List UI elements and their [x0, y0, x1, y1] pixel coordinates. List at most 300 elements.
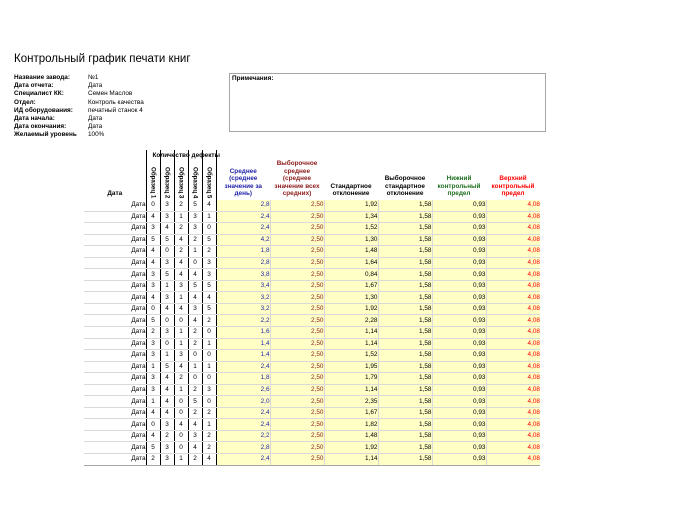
sample-std-cell[interactable]: 1,58	[378, 350, 432, 362]
lcl-cell[interactable]: 0,93	[432, 223, 486, 235]
sample-std-cell[interactable]: 1,58	[378, 384, 432, 396]
grand-mean-cell[interactable]: 2,50	[270, 338, 324, 350]
ucl-cell[interactable]: 4,08	[486, 223, 540, 235]
sample-std-cell[interactable]: 1,58	[378, 454, 432, 466]
sample-value-cell[interactable]: 2	[202, 430, 216, 442]
sample-value-cell[interactable]: 1	[188, 361, 202, 373]
sample-value-cell[interactable]: 0	[188, 350, 202, 362]
lcl-cell[interactable]: 0,93	[432, 246, 486, 258]
table-row	[84, 396, 540, 408]
lcl-cell[interactable]: 0,93	[432, 407, 486, 419]
sample-value-cell[interactable]: 4	[160, 407, 174, 419]
mean-cell[interactable]: 3,4	[216, 280, 270, 292]
sample-std-cell[interactable]: 1,58	[378, 234, 432, 246]
sample-value-cell[interactable]: 0	[174, 407, 188, 419]
ucl-cell[interactable]: 4,08	[486, 257, 540, 269]
sample-value-cell[interactable]: 4	[146, 292, 160, 304]
sample-value-cell[interactable]: 4	[146, 407, 160, 419]
lcl-cell[interactable]: 0,93	[432, 315, 486, 327]
std-cell[interactable]: 1,14	[324, 384, 378, 396]
mean-cell[interactable]: 2,8	[216, 257, 270, 269]
sample-value-cell[interactable]: 0	[160, 315, 174, 327]
std-cell[interactable]: 1,48	[324, 430, 378, 442]
lcl-cell[interactable]: 0,93	[432, 396, 486, 408]
std-cell[interactable]: 0,84	[324, 269, 378, 281]
std-cell[interactable]: 1,95	[324, 361, 378, 373]
sample-value-cell[interactable]: 1	[160, 280, 174, 292]
sample-std-cell[interactable]: 1,58	[378, 292, 432, 304]
mean-cell[interactable]: 2,6	[216, 384, 270, 396]
mean-cell[interactable]: 3,8	[216, 269, 270, 281]
sample-value-cell[interactable]: 4	[146, 211, 160, 223]
info-value[interactable]: №1	[88, 74, 99, 81]
sample-value-cell[interactable]: 4	[174, 257, 188, 269]
sample-std-cell[interactable]: 1,58	[378, 361, 432, 373]
lcl-cell[interactable]: 0,93	[432, 280, 486, 292]
std-cell[interactable]: 1,92	[324, 303, 378, 315]
sample-value-cell[interactable]: 3	[188, 303, 202, 315]
lcl-cell[interactable]: 0,93	[432, 292, 486, 304]
sample-std-cell[interactable]: 1,58	[378, 442, 432, 454]
date-cell[interactable]: Дата	[84, 350, 146, 362]
ucl-cell[interactable]: 4,08	[486, 373, 540, 385]
sample-value-cell[interactable]: 3	[160, 419, 174, 431]
sample-value-cell[interactable]: 2	[174, 373, 188, 385]
sample-std-cell[interactable]: 1,58	[378, 327, 432, 339]
grand-mean-cell[interactable]: 2,50	[270, 419, 324, 431]
lcl-cell[interactable]: 0,93	[432, 211, 486, 223]
std-cell[interactable]: 1,79	[324, 373, 378, 385]
sample-std-cell[interactable]: 1,58	[378, 315, 432, 327]
ucl-cell[interactable]: 4,08	[486, 442, 540, 454]
table-row	[84, 246, 540, 258]
sample-std-cell[interactable]: 1,58	[378, 269, 432, 281]
grand-mean-cell[interactable]: 2,50	[270, 396, 324, 408]
grand-mean-cell[interactable]: 2,50	[270, 350, 324, 362]
sample-std-cell[interactable]: 1,58	[378, 246, 432, 258]
sample-value-cell[interactable]: 4	[146, 257, 160, 269]
sample-value-cell[interactable]: 5	[160, 269, 174, 281]
date-cell[interactable]: Дата	[84, 257, 146, 269]
grand-mean-cell[interactable]: 2,50	[270, 246, 324, 258]
table-row	[84, 280, 540, 292]
lcl-cell[interactable]: 0,93	[432, 384, 486, 396]
std-cell[interactable]: 1,67	[324, 407, 378, 419]
lcl-cell[interactable]: 0,93	[432, 430, 486, 442]
sample-value-cell[interactable]: 2	[188, 454, 202, 466]
grand-mean-cell[interactable]: 2,50	[270, 373, 324, 385]
sample-value-cell[interactable]: 3	[202, 269, 216, 281]
sample-value-cell[interactable]: 2	[146, 327, 160, 339]
sample-value-cell[interactable]: 3	[174, 350, 188, 362]
sample-value-cell[interactable]: 4	[188, 419, 202, 431]
header-grand-mean: Выборочное среднее (среднее значение всех средних)	[274, 160, 320, 198]
sample-value-cell[interactable]: 3	[146, 269, 160, 281]
mean-cell[interactable]: 2,4	[216, 454, 270, 466]
grand-mean-cell[interactable]: 2,50	[270, 384, 324, 396]
date-cell[interactable]: Дата	[84, 384, 146, 396]
date-cell[interactable]: Дата	[84, 292, 146, 304]
lcl-cell[interactable]: 0,93	[432, 442, 486, 454]
sample-value-cell[interactable]: 2	[146, 454, 160, 466]
date-cell[interactable]: Дата	[84, 315, 146, 327]
date-cell[interactable]: Дата	[84, 200, 146, 211]
sample-value-cell[interactable]: 0	[202, 373, 216, 385]
sample-std-cell[interactable]: 1,58	[378, 396, 432, 408]
lcl-cell[interactable]: 0,93	[432, 303, 486, 315]
date-cell[interactable]: Дата	[84, 373, 146, 385]
sample-std-cell[interactable]: 1,58	[378, 338, 432, 350]
info-label: Специалист КК:	[14, 90, 64, 98]
header-std: Стандартное отклонение	[330, 182, 372, 198]
table-row	[84, 223, 540, 235]
sample-value-cell[interactable]: 2	[202, 315, 216, 327]
sample-value-cell[interactable]: 2	[188, 407, 202, 419]
sample-std-cell[interactable]: 1,58	[378, 303, 432, 315]
mean-cell[interactable]: 4,2	[216, 234, 270, 246]
info-label: Отдел:	[14, 98, 36, 106]
ucl-cell[interactable]: 4,08	[486, 396, 540, 408]
sample-value-cell[interactable]: 0	[174, 442, 188, 454]
sample-value-cell[interactable]: 3	[160, 454, 174, 466]
date-cell[interactable]: Дата	[84, 407, 146, 419]
sample-value-cell[interactable]: 2	[174, 246, 188, 258]
sample-std-cell[interactable]: 1,58	[378, 407, 432, 419]
ucl-cell[interactable]: 4,08	[486, 234, 540, 246]
sample-value-cell[interactable]: 4	[174, 234, 188, 246]
sample-value-cell[interactable]: 4	[188, 269, 202, 281]
std-cell[interactable]: 1,30	[324, 292, 378, 304]
sample-value-cell[interactable]: 0	[160, 338, 174, 350]
date-cell[interactable]: Дата	[84, 419, 146, 431]
sample-value-cell[interactable]: 1	[174, 292, 188, 304]
grand-mean-cell[interactable]: 2,50	[270, 280, 324, 292]
info-value[interactable]: Дата	[88, 114, 103, 122]
sample-std-cell[interactable]: 1,58	[378, 223, 432, 235]
mean-cell[interactable]: 1,4	[216, 350, 270, 362]
info-value[interactable]: Дата	[88, 82, 103, 90]
sample-value-cell[interactable]: 4	[188, 292, 202, 304]
mean-cell[interactable]: 2,2	[216, 315, 270, 327]
ucl-cell[interactable]: 4,08	[486, 384, 540, 396]
mean-cell[interactable]: 1,4	[216, 338, 270, 350]
table-row	[84, 211, 540, 223]
std-cell[interactable]: 1,67	[324, 280, 378, 292]
mean-cell[interactable]: 2,4	[216, 361, 270, 373]
sample-value-cell[interactable]: 0	[146, 419, 160, 431]
sample-value-cell[interactable]: 4	[160, 303, 174, 315]
grand-mean-cell[interactable]: 2,50	[270, 200, 324, 211]
sample-value-cell[interactable]: 5	[188, 200, 202, 211]
sample-value-cell[interactable]: 3	[146, 350, 160, 362]
ucl-cell[interactable]: 4,08	[486, 407, 540, 419]
sample-value-cell[interactable]: 4	[188, 315, 202, 327]
lcl-cell[interactable]: 0,93	[432, 361, 486, 373]
sample-value-cell[interactable]: 4	[160, 384, 174, 396]
sample-value-cell[interactable]: 1	[174, 338, 188, 350]
sample-value-cell[interactable]: 0	[188, 257, 202, 269]
mean-cell[interactable]: 2,0	[216, 396, 270, 408]
lcl-cell[interactable]: 0,93	[432, 257, 486, 269]
mean-cell[interactable]: 2,4	[216, 211, 270, 223]
info-label: Название завода:	[14, 74, 70, 81]
lcl-cell[interactable]: 0,93	[432, 350, 486, 362]
sample-value-cell[interactable]: 1	[146, 361, 160, 373]
sample-value-cell[interactable]: 4	[202, 292, 216, 304]
sample-value-cell[interactable]: 4	[202, 200, 216, 211]
sample-value-cell[interactable]: 4	[202, 454, 216, 466]
sample-value-cell[interactable]: 4	[160, 223, 174, 235]
sample-value-cell[interactable]: 3	[160, 257, 174, 269]
grand-mean-cell[interactable]: 2,50	[270, 407, 324, 419]
ucl-cell[interactable]: 4,08	[486, 419, 540, 431]
sample-value-cell[interactable]: 3	[160, 211, 174, 223]
sample-value-cell[interactable]: 1	[174, 327, 188, 339]
sample-value-cell[interactable]: 0	[188, 373, 202, 385]
sample-value-cell[interactable]: 1	[202, 361, 216, 373]
lcl-cell[interactable]: 0,93	[432, 419, 486, 431]
ucl-cell[interactable]: 4,08	[486, 338, 540, 350]
lcl-cell[interactable]: 0,93	[432, 200, 486, 211]
sample-value-cell[interactable]: 3	[160, 292, 174, 304]
date-cell[interactable]: Дата	[84, 234, 146, 246]
date-cell[interactable]: Дата	[84, 303, 146, 315]
sample-value-cell[interactable]: 3	[188, 430, 202, 442]
sample-value-cell[interactable]: 3	[160, 442, 174, 454]
sample-value-cell[interactable]: 5	[146, 234, 160, 246]
ucl-cell[interactable]: 4,08	[486, 280, 540, 292]
grand-mean-cell[interactable]: 2,50	[270, 303, 324, 315]
grand-mean-cell[interactable]: 2,50	[270, 430, 324, 442]
date-cell[interactable]: Дата	[84, 223, 146, 235]
sample-value-cell[interactable]: 3	[202, 384, 216, 396]
sample-value-cell[interactable]: 5	[202, 303, 216, 315]
std-cell[interactable]: 1,64	[324, 257, 378, 269]
sample-value-cell[interactable]: 5	[188, 280, 202, 292]
mean-cell[interactable]: 1,8	[216, 373, 270, 385]
date-cell[interactable]: Дата	[84, 280, 146, 292]
sample-value-cell[interactable]: 0	[202, 350, 216, 362]
info-value[interactable]: Семен Маслов	[88, 90, 133, 98]
sample-value-cell[interactable]: 1	[174, 454, 188, 466]
sample-value-cell[interactable]: 3	[160, 200, 174, 211]
date-cell[interactable]: Дата	[84, 396, 146, 408]
date-cell[interactable]: Дата	[84, 269, 146, 281]
sample-value-cell[interactable]: 4	[174, 303, 188, 315]
grand-mean-cell[interactable]: 2,50	[270, 442, 324, 454]
sample-value-cell[interactable]: 1	[174, 211, 188, 223]
mean-cell[interactable]: 3,2	[216, 303, 270, 315]
lcl-cell[interactable]: 0,93	[432, 234, 486, 246]
sample-value-cell[interactable]: 5	[202, 234, 216, 246]
mean-cell[interactable]: 1,6	[216, 327, 270, 339]
grand-mean-cell[interactable]: 2,50	[270, 234, 324, 246]
header-sample-3	[174, 150, 188, 200]
date-cell[interactable]: Дата	[84, 246, 146, 258]
sample-value-cell[interactable]: 2	[160, 430, 174, 442]
grand-mean-cell[interactable]: 2,50	[270, 361, 324, 373]
grand-mean-cell[interactable]: 2,50	[270, 315, 324, 327]
date-cell[interactable]: Дата	[84, 442, 146, 454]
std-cell[interactable]: 1,92	[324, 442, 378, 454]
sample-std-cell[interactable]: 1,58	[378, 373, 432, 385]
sample-value-cell[interactable]: 2	[202, 442, 216, 454]
info-value[interactable]: печатный станок 4	[88, 106, 143, 114]
ucl-cell[interactable]: 4,08	[486, 269, 540, 281]
std-cell[interactable]: 1,52	[324, 350, 378, 362]
sample-value-cell[interactable]: 2	[188, 384, 202, 396]
sample-value-cell[interactable]: 0	[146, 200, 160, 211]
table-row	[84, 419, 540, 431]
ucl-cell[interactable]: 4,08	[486, 200, 540, 211]
sample-value-cell[interactable]: 3	[146, 223, 160, 235]
sample-value-cell[interactable]: 2	[188, 327, 202, 339]
sample-value-cell[interactable]: 4	[188, 442, 202, 454]
ucl-cell[interactable]: 4,08	[486, 327, 540, 339]
table-row	[84, 407, 540, 419]
grand-mean-cell[interactable]: 2,50	[270, 269, 324, 281]
sample-value-cell[interactable]: 2	[202, 246, 216, 258]
sample-value-cell[interactable]: 3	[160, 327, 174, 339]
ucl-cell[interactable]: 4,08	[486, 315, 540, 327]
std-cell[interactable]: 2,28	[324, 315, 378, 327]
ucl-cell[interactable]: 4,08	[486, 211, 540, 223]
date-cell[interactable]: Дата	[84, 211, 146, 223]
sample-value-cell[interactable]: 1	[202, 211, 216, 223]
sample-value-cell[interactable]: 3	[174, 280, 188, 292]
date-cell[interactable]: Дата	[84, 361, 146, 373]
mean-cell[interactable]: 1,8	[216, 246, 270, 258]
grand-mean-cell[interactable]: 2,50	[270, 454, 324, 466]
sample-std-cell[interactable]: 1,58	[378, 280, 432, 292]
grand-mean-cell[interactable]: 2,50	[270, 223, 324, 235]
sample-value-cell[interactable]: 3	[146, 338, 160, 350]
sample-value-cell[interactable]: 0	[202, 223, 216, 235]
sample-value-cell[interactable]: 5	[188, 396, 202, 408]
grand-mean-cell[interactable]: 2,50	[270, 211, 324, 223]
lcl-cell[interactable]: 0,93	[432, 373, 486, 385]
grand-mean-cell[interactable]: 2,50	[270, 257, 324, 269]
sample-value-cell[interactable]: 3	[146, 280, 160, 292]
sample-value-cell[interactable]: 1	[202, 338, 216, 350]
mean-cell[interactable]: 2,2	[216, 430, 270, 442]
sample-value-cell[interactable]: 5	[146, 442, 160, 454]
std-cell[interactable]: 1,52	[324, 223, 378, 235]
sample-value-cell[interactable]: 1	[160, 350, 174, 362]
notes-box[interactable]	[229, 73, 546, 132]
sample-std-cell[interactable]: 1,58	[378, 200, 432, 211]
std-cell[interactable]: 1,14	[324, 454, 378, 466]
mean-cell[interactable]: 2,8	[216, 442, 270, 454]
sample-value-cell[interactable]: 2	[188, 338, 202, 350]
lcl-cell[interactable]: 0,93	[432, 338, 486, 350]
sample-value-cell[interactable]: 2	[174, 200, 188, 211]
sample-value-cell[interactable]: 0	[160, 246, 174, 258]
sample-value-cell[interactable]: 4	[146, 430, 160, 442]
date-cell[interactable]: Дата	[84, 430, 146, 442]
mean-cell[interactable]: 2,4	[216, 407, 270, 419]
ucl-cell[interactable]: 4,08	[486, 303, 540, 315]
std-cell[interactable]: 2,35	[324, 396, 378, 408]
sample-value-cell[interactable]: 1	[202, 419, 216, 431]
std-cell[interactable]: 1,14	[324, 338, 378, 350]
sample-value-cell[interactable]: 4	[174, 419, 188, 431]
sample-value-cell[interactable]: 2	[188, 234, 202, 246]
ucl-cell[interactable]: 4,08	[486, 430, 540, 442]
mean-cell[interactable]: 3,2	[216, 292, 270, 304]
date-cell[interactable]: Дата	[84, 338, 146, 350]
sample-value-cell[interactable]: 3	[188, 223, 202, 235]
sample-value-cell[interactable]: 0	[202, 396, 216, 408]
sample-value-cell[interactable]: 1	[188, 246, 202, 258]
sample-value-cell[interactable]: 4	[146, 246, 160, 258]
grand-mean-cell[interactable]: 2,50	[270, 292, 324, 304]
mean-cell[interactable]: 2,4	[216, 419, 270, 431]
sample-value-cell[interactable]: 3	[188, 211, 202, 223]
table-row	[84, 430, 540, 442]
sample-value-cell[interactable]: 5	[202, 280, 216, 292]
sample-value-cell[interactable]: 0	[202, 327, 216, 339]
sample-value-cell[interactable]: 4	[174, 361, 188, 373]
lcl-cell[interactable]: 0,93	[432, 327, 486, 339]
sample-value-cell[interactable]: 0	[174, 396, 188, 408]
sample-std-cell[interactable]: 1,58	[378, 211, 432, 223]
std-cell[interactable]: 1,48	[324, 246, 378, 258]
info-label: Дата окончания:	[14, 123, 67, 131]
std-cell[interactable]: 1,14	[324, 327, 378, 339]
sample-value-cell[interactable]: 4	[174, 269, 188, 281]
date-cell[interactable]: Дата	[84, 454, 146, 466]
std-cell[interactable]: 1,92	[324, 200, 378, 211]
grand-mean-cell[interactable]: 2,50	[270, 327, 324, 339]
sample-value-cell[interactable]: 5	[160, 361, 174, 373]
sample-value-cell[interactable]: 3	[146, 373, 160, 385]
sample-value-cell[interactable]: 0	[174, 430, 188, 442]
sample-value-cell[interactable]: 3	[202, 257, 216, 269]
lcl-cell[interactable]: 0,93	[432, 454, 486, 466]
lcl-cell[interactable]: 0,93	[432, 269, 486, 281]
ucl-cell[interactable]: 4,08	[486, 350, 540, 362]
info-value[interactable]: Дата	[88, 123, 103, 131]
std-cell[interactable]: 1,30	[324, 234, 378, 246]
info-value[interactable]: Контроль качества	[88, 98, 144, 106]
sample-value-cell[interactable]: 0	[174, 315, 188, 327]
sample-value-cell[interactable]: 2	[202, 407, 216, 419]
sample-std-cell[interactable]: 1,58	[378, 257, 432, 269]
info-value[interactable]: 100%	[88, 131, 105, 139]
sample-value-cell[interactable]: 4	[160, 396, 174, 408]
sample-value-cell[interactable]: 1	[174, 384, 188, 396]
sample-value-cell[interactable]: 1	[146, 396, 160, 408]
ucl-cell[interactable]: 4,08	[486, 292, 540, 304]
std-cell[interactable]: 1,82	[324, 419, 378, 431]
ucl-cell[interactable]: 4,08	[486, 361, 540, 373]
sample-value-cell[interactable]: 2	[174, 223, 188, 235]
ucl-cell[interactable]: 4,08	[486, 454, 540, 466]
sample-std-cell[interactable]: 1,58	[378, 419, 432, 431]
sample-value-cell[interactable]: 3	[146, 384, 160, 396]
sample-value-cell[interactable]: 5	[160, 234, 174, 246]
sample-value-cell[interactable]: 5	[146, 315, 160, 327]
sample-std-cell[interactable]: 1,58	[378, 430, 432, 442]
sample-value-cell[interactable]: 4	[160, 373, 174, 385]
mean-cell[interactable]: 2,4	[216, 223, 270, 235]
std-cell[interactable]: 1,34	[324, 211, 378, 223]
sample-value-cell[interactable]: 0	[146, 303, 160, 315]
mean-cell[interactable]: 2,8	[216, 200, 270, 211]
date-cell[interactable]: Дата	[84, 327, 146, 339]
ucl-cell[interactable]: 4,08	[486, 246, 540, 258]
